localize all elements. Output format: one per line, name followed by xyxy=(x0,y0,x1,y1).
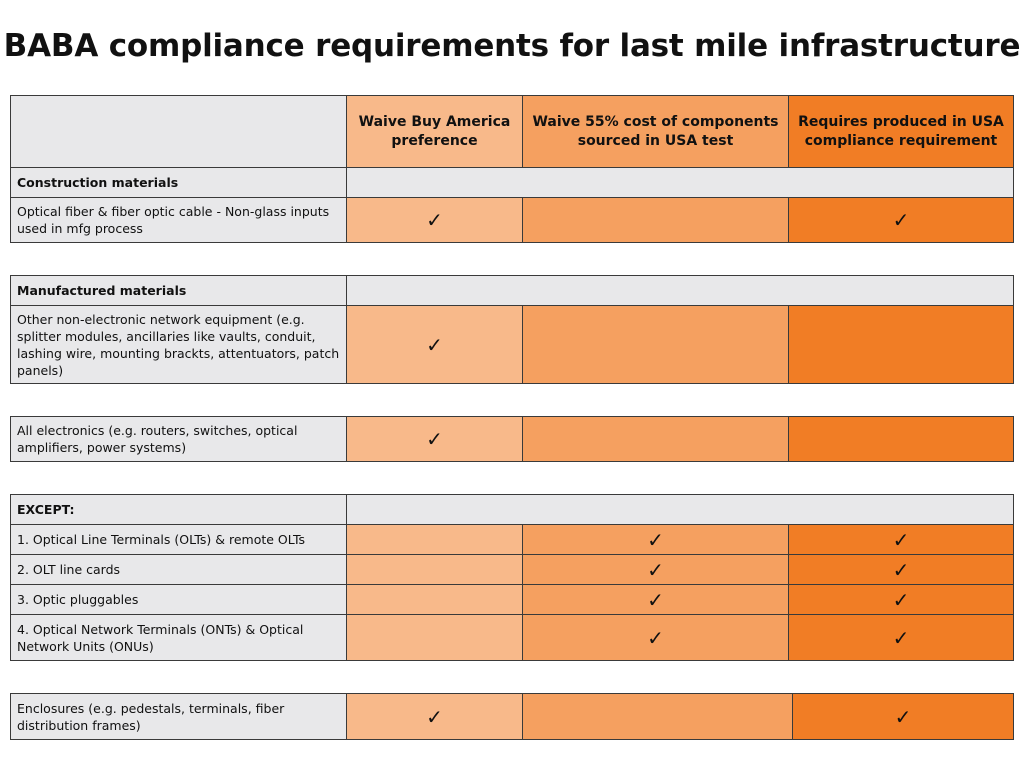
column-header-waive-buy-america: Waive Buy America preference xyxy=(346,95,523,168)
empty-cell xyxy=(522,693,793,740)
row-label: 4. Optical Network Terminals (ONTs) & Optical Network Units (ONUs) xyxy=(10,614,347,661)
empty-cell xyxy=(522,416,789,462)
check-icon: ✓ xyxy=(522,554,789,585)
row-label: Optical fiber & fiber optic cable - Non-glass inputs used in mfg process xyxy=(10,197,347,243)
row-label: All electronics (e.g. routers, switches, optical amplifiers, power systems) xyxy=(10,416,347,462)
check-icon: ✓ xyxy=(346,305,523,384)
empty-cell xyxy=(522,305,789,384)
row-label: 2. OLT line cards xyxy=(10,554,347,585)
check-icon: ✓ xyxy=(522,614,789,661)
row-label: Enclosures (e.g. pedestals, terminals, fiber distribution frames) xyxy=(10,693,347,740)
page-title: BABA compliance requirements for last mile infrastructure xyxy=(3,28,1021,64)
check-icon: ✓ xyxy=(788,614,1014,661)
check-icon: ✓ xyxy=(522,584,789,615)
row-label: 3. Optic pluggables xyxy=(10,584,347,615)
row-label: 1. Optical Line Terminals (OLTs) & remote OLTs xyxy=(10,524,347,555)
empty-cell xyxy=(522,197,789,243)
empty-cell xyxy=(788,305,1014,384)
empty-cell xyxy=(346,584,523,615)
section-except: EXCEPT: xyxy=(10,494,347,525)
section-manufactured-materials: Manufactured materials xyxy=(10,275,347,306)
column-header-waive-55-percent: Waive 55% cost of components sourced in USA test xyxy=(522,95,789,168)
check-icon: ✓ xyxy=(788,554,1014,585)
empty-cell xyxy=(346,524,523,555)
section-filler xyxy=(346,167,1014,198)
empty-cell xyxy=(346,554,523,585)
check-icon: ✓ xyxy=(346,197,523,243)
section-filler xyxy=(346,275,1014,306)
row-label: Other non-electronic network equipment (e.g. splitter modules, ancillaries like vaults, conduit, lashing wire, mounting brackts, attentuators, patch panels) xyxy=(10,305,347,384)
section-filler xyxy=(346,494,1014,525)
check-icon: ✓ xyxy=(522,524,789,555)
check-icon: ✓ xyxy=(788,584,1014,615)
check-icon: ✓ xyxy=(788,197,1014,243)
column-header-produced-in-usa: Requires produced in USA compliance requirement xyxy=(788,95,1014,168)
empty-cell xyxy=(788,416,1014,462)
check-icon: ✓ xyxy=(788,524,1014,555)
check-icon: ✓ xyxy=(792,693,1014,740)
empty-cell xyxy=(346,614,523,661)
check-icon: ✓ xyxy=(346,693,523,740)
header-empty-cell xyxy=(10,95,347,168)
section-construction-materials: Construction materials xyxy=(10,167,347,198)
check-icon: ✓ xyxy=(346,416,523,462)
